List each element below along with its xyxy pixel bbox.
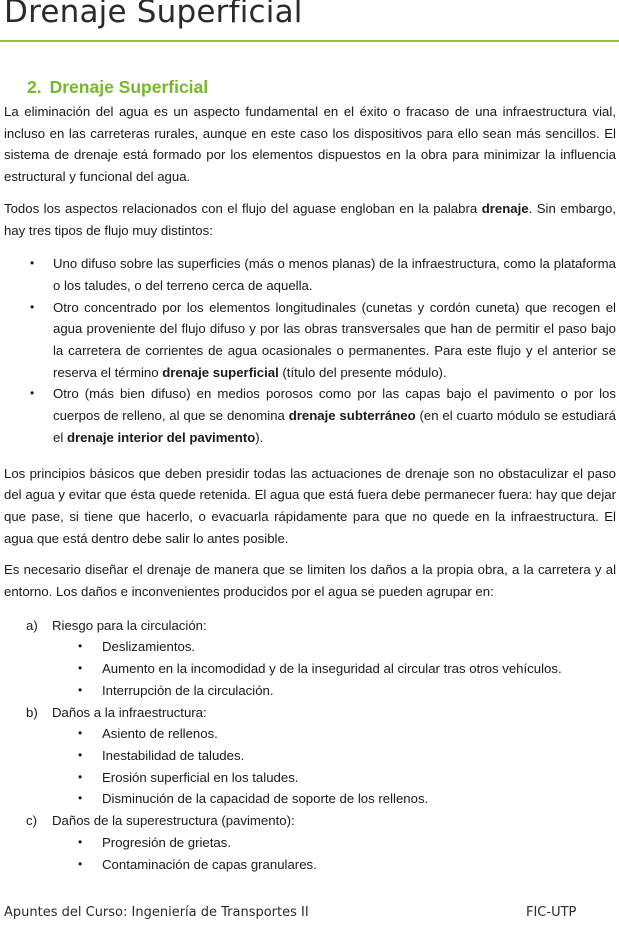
damage-items bbox=[52, 832, 616, 875]
list-letter: c) bbox=[26, 813, 37, 829]
list-item bbox=[52, 788, 616, 810]
bullet-icon: • bbox=[78, 791, 83, 806]
list-item bbox=[52, 767, 616, 789]
list-item-text: ). bbox=[255, 429, 264, 445]
list-item bbox=[52, 723, 616, 745]
bullet-icon: • bbox=[78, 726, 83, 741]
damage-category-label: Daños de la superestructura (pavimento): bbox=[52, 813, 295, 829]
damage-items bbox=[52, 723, 616, 810]
list-item-text: Disminución de la capacidad de soporte de los rellenos. bbox=[102, 791, 429, 807]
document-body bbox=[4, 76, 616, 875]
list-item-text: Inestabilidad de taludes. bbox=[102, 747, 245, 763]
bullet-icon: • bbox=[78, 834, 83, 849]
damage-category bbox=[4, 702, 616, 811]
list-item-text: Progresión de grietas. bbox=[102, 834, 232, 850]
bullet-icon: • bbox=[78, 661, 83, 676]
paragraph-damages-intro: Es necesario diseñar el drenaje de manera que se limiten los daños a la propia obra, a la carretera y al entorno. Los daños e inconvenientes producidos por el agua se pueden agrupar en: bbox=[4, 562, 616, 600]
bullet-icon: • bbox=[78, 769, 83, 784]
list-item-text: (título del presente módulo). bbox=[278, 364, 447, 380]
bullet-icon: • bbox=[78, 639, 83, 654]
page-header-title: Drenaje Superficial bbox=[4, 0, 303, 30]
list-item bbox=[52, 680, 616, 702]
list-item-text: Deslizamientos. bbox=[102, 639, 196, 655]
bullet-icon: • bbox=[78, 682, 83, 697]
paragraph-flow-types bbox=[4, 198, 616, 241]
paragraph-intro: La eliminación del agua es un aspecto fundamental en el éxito o fracaso de una infraestructura vial, incluso en las carreteras rurales, aunque en este caso los dispositivos para ello sean más sencillos. El sistema de drenaje está formado por los elementos dispuestos en la obra para minimizar la influencia estructural y funcional del agua. bbox=[4, 104, 616, 185]
footer-institution: FIC-UTP bbox=[526, 905, 577, 920]
list-item-text: Erosión superficial en los taludes. bbox=[102, 769, 299, 785]
list-item bbox=[52, 854, 616, 876]
list-letter: b) bbox=[26, 704, 38, 720]
damage-category bbox=[4, 615, 616, 702]
text-run: . Sin embargo, hay tres tipos de flujo muy distintos: bbox=[4, 200, 617, 238]
damage-category-label: Riesgo para la circulación: bbox=[52, 617, 207, 633]
list-item bbox=[52, 658, 616, 680]
list-letter: a) bbox=[26, 617, 38, 633]
bullet-icon: • bbox=[30, 299, 35, 314]
list-item bbox=[52, 745, 616, 767]
list-item bbox=[52, 636, 616, 658]
list-item-text: Contaminación de capas granulares. bbox=[102, 856, 317, 872]
section-heading bbox=[27, 76, 616, 98]
bullet-icon: • bbox=[78, 856, 83, 871]
list-item bbox=[4, 253, 616, 296]
bullet-icon: • bbox=[78, 747, 83, 762]
list-item-text: Uno difuso sobre las superficies (más o menos planas) de la infraestructura, como la plataforma o los taludes, o del terreno cerca de aquella. bbox=[53, 256, 616, 293]
footer-course-name: Apuntes del Curso: Ingeniería de Transportes II bbox=[4, 905, 309, 920]
bold-term: drenaje interior del pavimento bbox=[66, 429, 256, 445]
damage-category bbox=[4, 810, 616, 875]
bold-term: drenaje subterráneo bbox=[288, 408, 416, 424]
text-run: Todos los aspectos relacionados con el flujo del aguase engloban en la palabra bbox=[4, 200, 482, 216]
header-divider bbox=[0, 40, 619, 42]
section-title: Drenaje Superficial bbox=[49, 77, 209, 97]
bold-term: drenaje superficial bbox=[162, 364, 279, 380]
damage-items bbox=[52, 636, 616, 701]
damages-list bbox=[4, 615, 616, 875]
bold-term: drenaje bbox=[481, 200, 529, 216]
list-item-text: Otro concentrado por los elementos longitudinales (cunetas y cordón cuneta) que recogen el agua proveniente del flujo difuso y por las obras transversales que han de permitir el paso bajo la carretera de corrientes de agua ocasionales o permanentes. Para este flujo y el anterior se reserva el término bbox=[53, 299, 616, 380]
damage-category-label: Daños a la infraestructura: bbox=[52, 704, 207, 720]
list-item-text: Aumento en la incomodidad y de la inseguridad al circular tras otros vehículos. bbox=[102, 661, 562, 677]
paragraph-principles: Los principios básicos que deben presidir todas las actuaciones de drenaje son no obstaculizar el paso del agua y evitar que ésta quede retenida. El agua que está fuera debe permanecer fuera: hay que dejar que pase, si tiene que hacerlo, o evacuarla rápidamente para que no quede en la infraestructura. El agua que está dentro debe salir lo antes posible. bbox=[4, 465, 616, 546]
section-number: 2. bbox=[27, 77, 42, 97]
list-item bbox=[4, 297, 616, 384]
list-item bbox=[52, 832, 616, 854]
flow-types-list bbox=[4, 253, 616, 448]
list-item-text: Asiento de rellenos. bbox=[102, 726, 218, 742]
list-item-text: Otro (más bien difuso) en medios porosos como por las capas bajo el pavimento o por los cuerpos de relleno, al que se denomina bbox=[53, 386, 616, 424]
bullet-icon: • bbox=[30, 256, 35, 271]
bullet-icon: • bbox=[30, 386, 35, 401]
list-item-text: (en el cuarto módulo se estudiará el bbox=[53, 408, 616, 445]
list-item-text: Interrupción de la circulación. bbox=[102, 682, 274, 698]
list-item bbox=[4, 383, 616, 448]
